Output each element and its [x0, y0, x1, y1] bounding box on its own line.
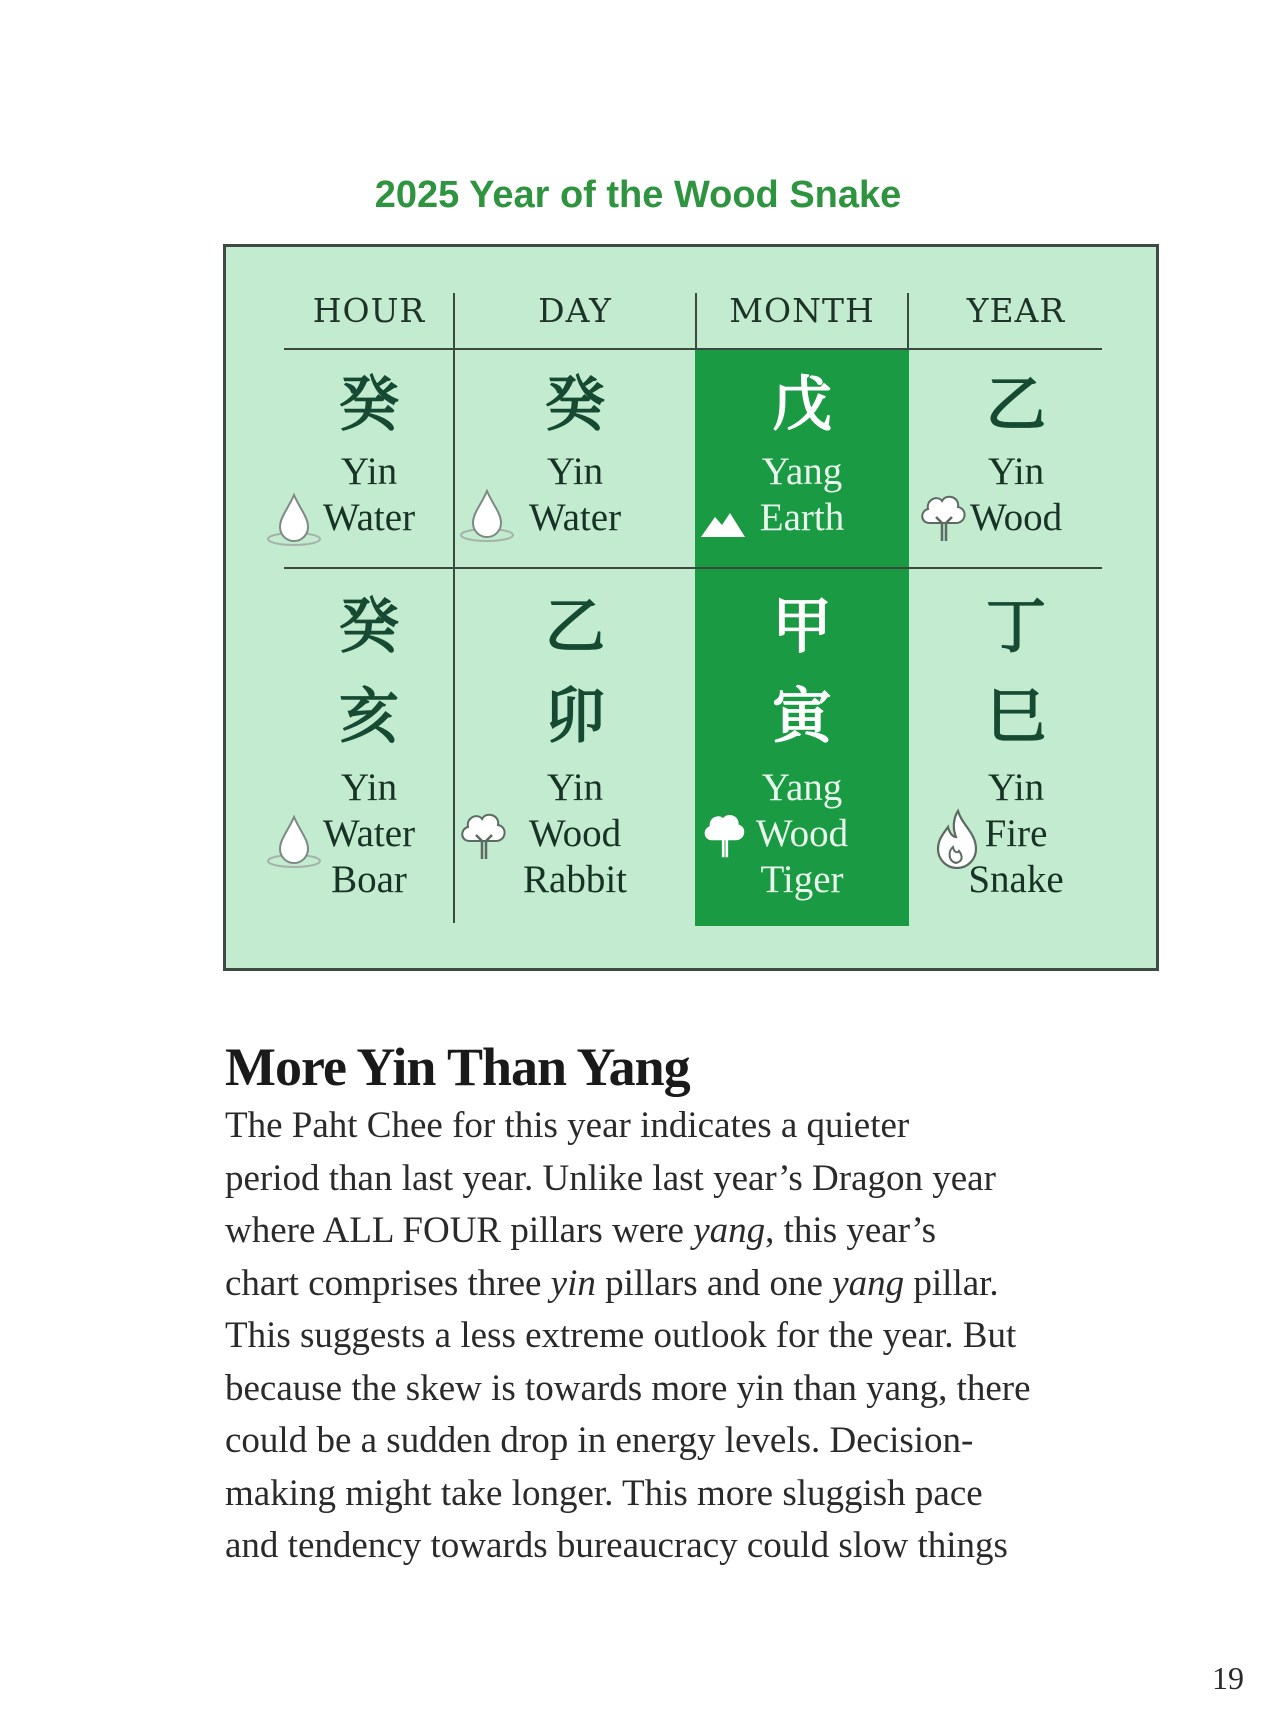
body-line: [225, 1153, 1165, 1206]
day-branch-animal: Rabbit: [523, 858, 627, 901]
hour-branch-animal: Boar: [331, 858, 407, 901]
page-number: 19: [1212, 1660, 1244, 1696]
hour-branch-stem-character: 癸: [339, 592, 399, 662]
year-branch-animal: Snake: [968, 858, 1064, 901]
water-drop-icon: [263, 487, 325, 549]
flame-icon: [934, 807, 980, 869]
body-line: [225, 1520, 1165, 1573]
water-drop-icon: [456, 483, 518, 545]
chart-title: 2025 Year of the Wood Snake: [374, 174, 902, 216]
month-branch-character: 寅: [772, 682, 832, 752]
year-branch-element: Fire: [984, 812, 1048, 855]
hour-stem-element: Water: [322, 496, 416, 539]
tree-icon: [916, 489, 972, 545]
year-stem-character: 乙: [986, 370, 1046, 440]
column-header-hour: HOUR: [312, 291, 426, 330]
month-stem-element: Earth: [759, 496, 845, 539]
body-paragraph: [225, 1100, 1165, 1573]
text-run: because the skew is towards more yin than yang, there: [225, 1367, 1031, 1409]
month-stem-polarity: Yang: [761, 450, 843, 493]
day-stem-character: 癸: [545, 370, 605, 440]
hour-stem-character: 癸: [339, 370, 399, 440]
day-branch-stem-character: 乙: [545, 592, 605, 662]
section-heading: More Yin Than Yang: [225, 1037, 690, 1097]
year-branch-stem-character: 丁: [986, 592, 1046, 662]
text-run: pillars and one: [595, 1262, 833, 1304]
day-stem-element: Water: [528, 496, 622, 539]
hour-branch-polarity: Yin: [340, 766, 398, 809]
tree-icon: [700, 809, 750, 859]
water-drop-icon: [263, 809, 325, 871]
body-line: [225, 1205, 1165, 1258]
body-line: [225, 1100, 1165, 1153]
italic-term: yang: [832, 1262, 905, 1304]
body-line: [225, 1363, 1165, 1416]
text-run: making might take longer. This more sluggish pace: [225, 1472, 983, 1514]
header-rule: [284, 348, 1102, 350]
text-run: could be a sudden drop in energy levels. Decision-: [225, 1420, 974, 1461]
text-run: pillar.: [904, 1262, 999, 1304]
italic-term: yin: [550, 1262, 596, 1304]
year-stem-polarity: Yin: [987, 450, 1045, 493]
column-header-year: YEAR: [966, 291, 1066, 330]
month-branch-animal: Tiger: [760, 858, 844, 901]
row-rule: [284, 567, 1102, 569]
month-branch-polarity: Yang: [761, 766, 843, 809]
text-run: , this year’s: [765, 1210, 937, 1251]
day-branch-character: 卯: [545, 682, 605, 752]
body-line: [225, 1468, 1165, 1521]
hour-branch-character: 亥: [339, 682, 399, 752]
italic-term: yang: [693, 1210, 766, 1251]
mountain-icon: [700, 509, 746, 539]
text-run: where ALL FOUR pillars were: [225, 1210, 694, 1251]
tree-icon: [456, 807, 512, 863]
text-run: The Paht Chee for this year indicates a quieter: [225, 1105, 910, 1146]
month-branch-stem-character: 甲: [772, 592, 832, 662]
text-run: chart comprises three: [225, 1262, 551, 1304]
body-line: [225, 1310, 1165, 1363]
column-header-day: DAY: [538, 291, 612, 330]
day-stem-polarity: Yin: [546, 450, 604, 493]
body-line: [225, 1415, 1165, 1468]
body-line: [225, 1258, 1165, 1311]
text-run: period than last year. Unlike last year’s Dragon year: [225, 1157, 996, 1199]
day-branch-element: Wood: [528, 812, 622, 855]
day-branch-polarity: Yin: [546, 766, 604, 809]
year-branch-character: 巳: [986, 682, 1046, 752]
hour-branch-element: Water: [322, 812, 416, 855]
text-run: and tendency towards bureaucracy could slow things: [225, 1525, 1008, 1566]
column-header-month: MONTH: [729, 291, 875, 330]
month-stem-character: 戊: [772, 370, 832, 440]
year-stem-element: Wood: [969, 496, 1063, 539]
hour-stem-polarity: Yin: [340, 450, 398, 493]
month-branch-element: Wood: [755, 812, 849, 855]
year-branch-polarity: Yin: [987, 766, 1045, 809]
text-run: This suggests a less extreme outlook for the year. But: [225, 1315, 1017, 1356]
paht-chee-chart: [223, 244, 1159, 971]
